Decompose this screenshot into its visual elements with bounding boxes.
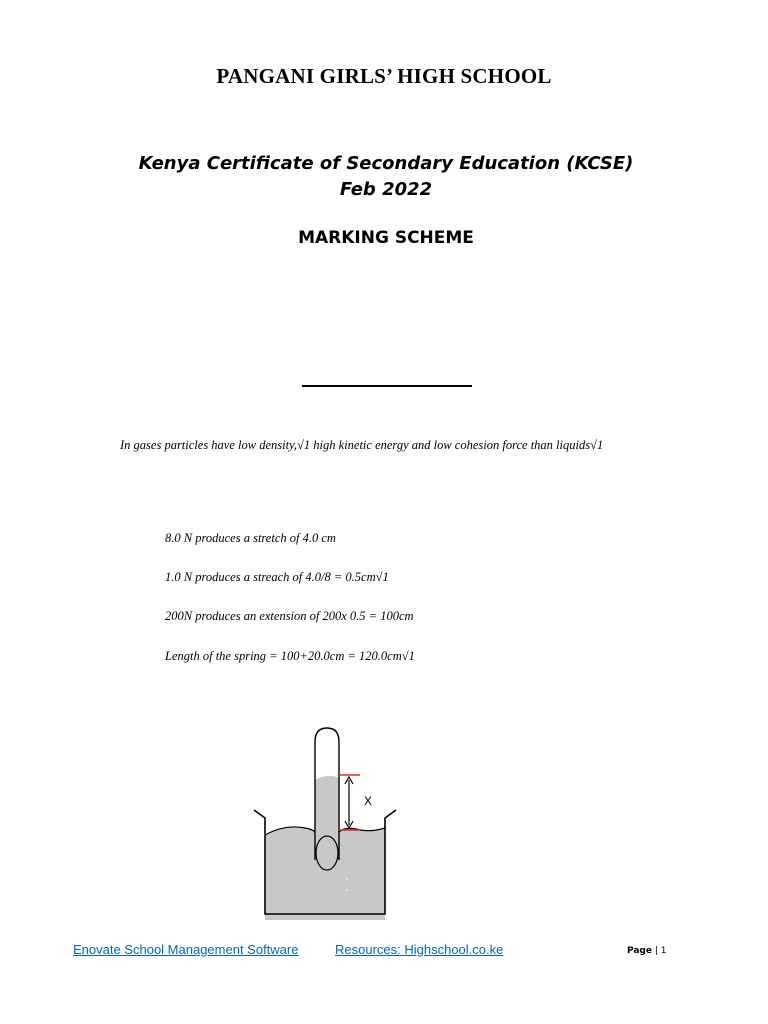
- school-name: PANGANI GIRLS’ HIGH SCHOOL: [216, 64, 552, 88]
- spring-calc-line-4: Length of the spring = 100+20.0cm = 120.0cm√1: [165, 649, 415, 663]
- page-number: [627, 946, 667, 956]
- footer-link-enovate[interactable]: Enovate School Management Software: [73, 942, 299, 957]
- answer-gases: In gases particles have low density,√1 high kinetic energy and low cohesion force than liquids√1: [120, 438, 604, 452]
- label-x: X: [364, 794, 373, 808]
- liquid-dot: [346, 889, 348, 891]
- footer-link-resources[interactable]: Resources: Highschool.co.ke: [335, 942, 504, 957]
- exam-title: Kenya Certificate of Secondary Education (KCSE): [138, 153, 634, 174]
- spring-calc-line-1: 8.0 N produces a stretch of 4.0 cm: [165, 531, 336, 545]
- page-label: Page: [627, 946, 652, 956]
- tube-mouth: [316, 836, 338, 870]
- page-separator: |: [654, 946, 658, 956]
- liquid-dot: [346, 878, 348, 880]
- spring-calc-line-3: 200N produces an extension of 200x 0.5 = 100cm: [165, 609, 414, 623]
- page-number-value: 1: [660, 946, 667, 956]
- tube-in-beaker-diagram: [250, 720, 410, 920]
- section-divider: [302, 385, 472, 387]
- document-type: MARKING SCHEME: [298, 228, 474, 248]
- exam-date: Feb 2022: [339, 179, 433, 200]
- spring-calc-line-2: 1.0 N produces a streach of 4.0/8 = 0.5cm√1: [165, 570, 389, 584]
